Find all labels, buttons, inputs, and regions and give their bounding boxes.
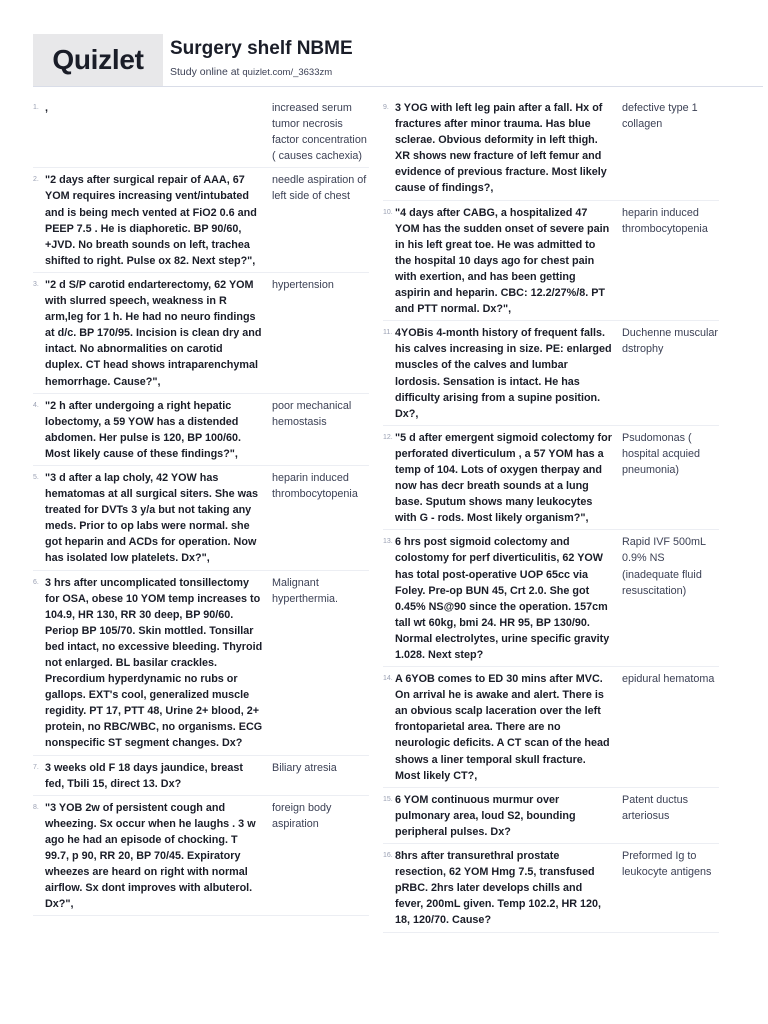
flashcard-row — [33, 96, 369, 168]
card-definition: hypertension — [272, 278, 334, 291]
card-number: 11. — [383, 329, 393, 337]
flashcard-row — [383, 530, 719, 667]
card-definition: Biliary atresia — [272, 761, 337, 774]
card-term: 3 hrs after uncomplicated tonsillectomy for OSA, obese 10 YOM temp increases to 104.9, HR 130, RR 30 deep, BP 90/60. Periop BP 105/70. Skin mottled. Tonsillar bed intact, no excessive bleeding. Thyroid not enlarged. BL basilar crackles. Precordium hyperdynamic no rubs or gallops. EXT's cool, generalized muscle regidity. PT 17, PTT 48, Urine 2+ blood, 2+ protein, no RBC/WBC, no organisms. ECG nonspecific ST segment changes. Dx? — [45, 576, 263, 750]
flashcard-row — [383, 321, 719, 426]
card-definition: Rapid IVF 500mL 0.9% NS (inadequate fluid resuscitation) — [622, 536, 706, 597]
card-number: 6. — [33, 578, 39, 586]
card-definition: Patent ductus arteriosus — [622, 793, 689, 822]
card-number: 14. — [383, 675, 393, 683]
card-definition: Malignant hyperthermia. — [272, 576, 339, 605]
flashcard-row — [33, 273, 369, 394]
flashcard-row — [33, 571, 369, 756]
card-term: 6 hrs post sigmoid colectomy and colostomy for perf diverticulitis, 62 YOW has total post-operative UOP 65cc via Foley. Pre-op BUN 45, Crt 2.0. She got 0.45% NS@90 since the operation. 157cm tall wt 60kg, bmi 24. HR 95, BP 130/90. Normal electrolytes, urine specific gravity 1.028. Next step? — [395, 536, 610, 661]
card-number: 8. — [33, 803, 39, 811]
flashcard-row — [383, 96, 719, 201]
card-number: 2. — [33, 176, 39, 184]
card-number: 12. — [383, 433, 393, 441]
card-number: 4. — [33, 401, 39, 409]
card-term: 6 YOM continuous murmur over pulmonary area, loud S2, bounding peripheral pulses. Dx? — [395, 793, 576, 838]
flashcard-row — [383, 426, 719, 531]
flashcard-row — [33, 796, 369, 917]
card-definition: poor mechanical hemostasis — [272, 399, 352, 428]
cards-column-right — [383, 96, 719, 933]
quizlet-logo[interactable]: Quizlet — [33, 34, 163, 86]
flashcard-row — [383, 788, 719, 844]
card-definition: Psudomonas ( hospital acquied pneumonia) — [622, 431, 701, 476]
flashcard-row — [383, 201, 719, 322]
flashcard-row — [383, 667, 719, 788]
card-number: 16. — [383, 852, 393, 860]
card-definition: heparin induced thrombocytopenia — [622, 206, 708, 235]
page-title: Surgery shelf NBME — [170, 38, 353, 59]
card-term: 3 weeks old F 18 days jaundice, breast fed, Tbili 15, direct 13. Dx? — [45, 761, 244, 790]
card-number: 15. — [383, 795, 393, 803]
card-definition: Preformed Ig to leukocyte antigens — [622, 850, 712, 879]
card-number: 1. — [33, 104, 39, 111]
card-definition: heparin induced thrombocytopenia — [272, 471, 358, 501]
card-number: 5. — [33, 473, 39, 481]
flashcard-row — [33, 168, 369, 273]
flashcard-row — [33, 466, 369, 571]
card-term: "3 d after a lap choly, 42 YOW has hematomas at all surgical siters. She was treated for DVTs 3 y/a but not taking any meds. Prior to op labs were normal. she got heparin and ACDs for operation. Now has isolated low platelets. Dx?", — [45, 471, 259, 565]
card-definition: needle aspiration of left side of chest — [272, 174, 367, 203]
card-definition: Duchenne muscular dstrophy — [622, 327, 719, 356]
card-definition: foreign body aspiration — [272, 801, 332, 830]
card-term: 3 YOG with left leg pain after a fall. Hx of fractures after minor trauma. Has blue sclerae. Obvious deformity in left thigh. XR shows new fracture of left femur and evidence of previous fracture. Most likely cause of findings?, — [395, 102, 607, 195]
card-number: 9. — [383, 104, 389, 111]
quizlet-url-link[interactable]: quizlet.com/_3633zm — [242, 67, 333, 78]
study-online-text — [170, 66, 332, 78]
card-definition: defective type 1 collagen — [622, 102, 698, 131]
card-term: "4 days after CABG, a hospitalized 47 YOM has the sudden onset of severe pain in his left great toe. He was admitted to the hospital 10 days ago for chest pain with exertion, and has been getting aspirin and heparin. CBC: 12.2/27%/8. PT and PTT normal. Dx?", — [395, 206, 610, 316]
card-definition: epidural hematoma — [622, 673, 715, 686]
card-definition: increased serum tumor necrosis factor concentration ( causes cachexia) — [272, 102, 367, 163]
card-term: "2 h after undergoing a right hepatic lobectomy, a 59 YOW has a distended abdomen. Her pulse is 120, BP 100/60. Most likely cause of these findings?", — [45, 399, 242, 460]
card-number: 3. — [33, 280, 39, 288]
flashcard-row — [33, 394, 369, 466]
card-term: "5 d after emergent sigmoid colectomy for perforated diverticulum , a 57 YOM has a temp of 104. Lots of oxygen therpay and now has decr breath sounds at a lung base. Sputum shows many leukocytes with G - rods. Most likely organism?", — [395, 431, 612, 525]
card-term: 4YOBis 4-month history of frequent falls. his calves increasing in size. PE: enlarged muscles of the calves and lumbar lordosis. Sensation is intact. He has difficulty arising from a supine position. Dx?, — [395, 327, 612, 420]
card-term: "3 YOB 2w of persistent cough and wheezing. Sx occur when he laughs . 3 w ago he had an episode of chocking. T 99.7, p 90, RR 20, BP 70/45. Expiratory wheezes are heard on right with normal airflow. Sx dont improves with albuterol. Dx?", — [45, 801, 256, 911]
card-number: 10. — [383, 208, 393, 216]
flashcard-row — [383, 844, 719, 932]
card-term: 8hrs after transurethral prostate resection, 62 YOM Hmg 7.5, transfused pRBC. 2hrs later develops chills and fever, 200mL given. Temp 102.2, HR 120, 18, 120/70. Cause? — [395, 850, 602, 927]
cards-column-left — [33, 96, 369, 916]
card-number: 13. — [383, 538, 393, 546]
page-header — [33, 34, 763, 87]
card-term: "2 d S/P carotid endarterectomy, 62 YOM with slurred speech, weakness in R arm,leg for 1 h. He had no neuro findings at d/c. BP 170/95. Incision is clean dry and intact. No abnormalities on carotid duplex. CT head shows intraparenchymal hemorrhage. Cause?", — [45, 278, 262, 388]
card-term: "2 days after surgical repair of AAA, 67 YOM requires increasing vent/intubated and is being mech vented at FiO2 0.6 and PEEP 7.5 . He is diaphoretic. BP 90/60, +JVD. No breath sounds on left, trachea shifted to right. Pulse ox 82. Next step?", — [45, 174, 257, 267]
flashcard-row — [33, 756, 369, 796]
card-number: 7. — [33, 763, 39, 771]
subtitle-prefix: Study online at — [170, 66, 243, 78]
card-term: , — [45, 102, 48, 114]
card-term: A 6YOB comes to ED 30 mins after MVC. On arrival he is awake and alert. There is an obvious scalp laceration over the left frontoparietal area. There are no neurologic deficits. A CT scan of the head shows a liner temporal skull fracture. Most likely CT?, — [395, 673, 610, 782]
